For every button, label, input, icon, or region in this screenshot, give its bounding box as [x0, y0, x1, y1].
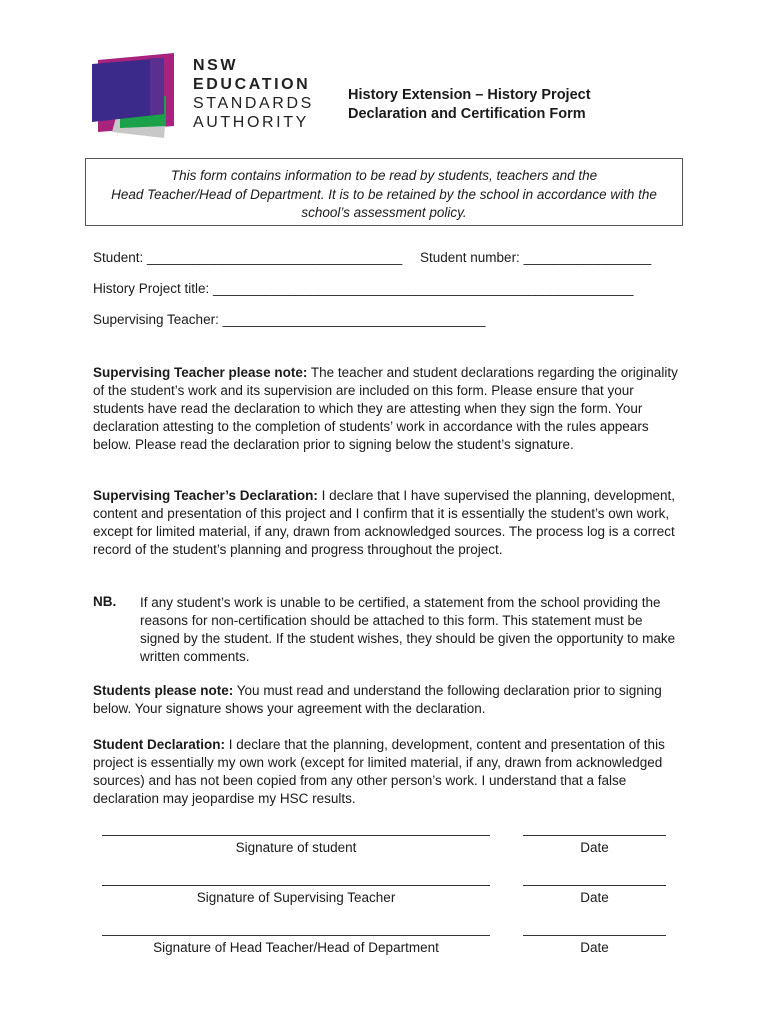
head-signature-line[interactable] — [102, 935, 490, 936]
student-number-field[interactable]: Student number: _________________ — [420, 250, 652, 265]
head-date-line[interactable] — [523, 935, 666, 936]
teacher-date-line[interactable] — [523, 885, 666, 886]
teacher-note-body: The teacher and student declarations regarding the originality of the student’s work and its supervision are included on this form. Please ensure that your students have read the declaration to which they are attesting when they sign the form. Your declaration attesting to the completion of students’ work in accordance with the rules appears below. Please read the declaration prior to signing below the student’s signature. — [93, 365, 678, 452]
supervising-teacher-field[interactable]: Supervising Teacher: ___________________________________ — [93, 312, 486, 327]
project-title-field[interactable]: History Project title: ________________________________________________________ — [93, 281, 634, 296]
students-note-heading: Students please note: — [93, 683, 234, 698]
head-date-label: Date — [580, 940, 609, 955]
teacher-note-heading: Supervising Teacher please note: — [93, 365, 308, 380]
teacher-date-label: Date — [580, 890, 609, 905]
nb-text: If any student’s work is unable to be certified, a statement from the school providing the reasons for non-certification should be attached to this form. This statement must be signed by the student. If the student wishes, they should be given the opportunity to make written comments. — [140, 595, 676, 664]
nesa-logo-mark — [92, 50, 192, 145]
nesa-logo — [92, 50, 322, 145]
notice-line3: school’s assessment policy. — [301, 205, 467, 220]
form-title-line1: History Extension – History Project — [348, 87, 591, 103]
logo-line-nsw: NSW — [193, 57, 239, 74]
logo-line-authority: AUTHORITY — [193, 114, 309, 131]
logo-wordmark — [193, 56, 314, 132]
notice-line2: Head Teacher/Head of Department. It is to be retained by the school in accordance with the — [111, 186, 657, 202]
teacher-signature-label: Signature of Supervising Teacher — [196, 890, 396, 905]
student-declaration-body: I declare that the planning, development, content and presentation of this project is essentially my own work (except for limited material, if any, drawn from acknowledged sources) and has not been copied from any other person’s work. I understand that a false declaration may jeopardise my HSC results. — [93, 737, 665, 806]
student-field[interactable]: Student: __________________________________ — [93, 250, 403, 265]
student-signature-line[interactable] — [102, 835, 490, 836]
teacher-declaration-heading: Supervising Teacher’s Declaration: — [93, 488, 318, 503]
student-signature-label: Signature of student — [235, 840, 357, 855]
notice-line1: This form contains information to be read by students, teachers and the — [170, 168, 598, 183]
student-declaration-heading: Student Declaration: — [93, 737, 226, 752]
logo-line-education: EDUCATION — [193, 76, 311, 93]
student-declaration-paragraph — [93, 736, 683, 808]
logo-line-standards: STANDARDS — [193, 95, 314, 112]
form-title — [348, 86, 591, 124]
student-date-label: Date — [580, 840, 609, 855]
teacher-signature-line[interactable] — [102, 885, 490, 886]
student-date-line[interactable] — [523, 835, 666, 836]
students-note-paragraph — [93, 682, 683, 718]
teacher-note-paragraph — [93, 364, 683, 454]
form-title-line2: Declaration and Certification Form — [348, 106, 586, 122]
nb-label: NB. — [93, 594, 117, 609]
students-note-body: You must read and understand the following declaration prior to signing below. Your signature shows your agreement with the declaration. — [93, 683, 662, 716]
head-signature-label: Signature of Head Teacher/Head of Department — [153, 940, 439, 955]
teacher-declaration-body: I declare that I have supervised the planning, development, content and presentation of this project and I confirm that it is essentially the student’s own work, except for limited material, if any, drawn from acknowledged sources. The process log is a correct record of the student’s planning and progress throughout the project. — [93, 488, 676, 557]
teacher-declaration-paragraph — [93, 487, 683, 559]
notice-box — [85, 158, 683, 226]
